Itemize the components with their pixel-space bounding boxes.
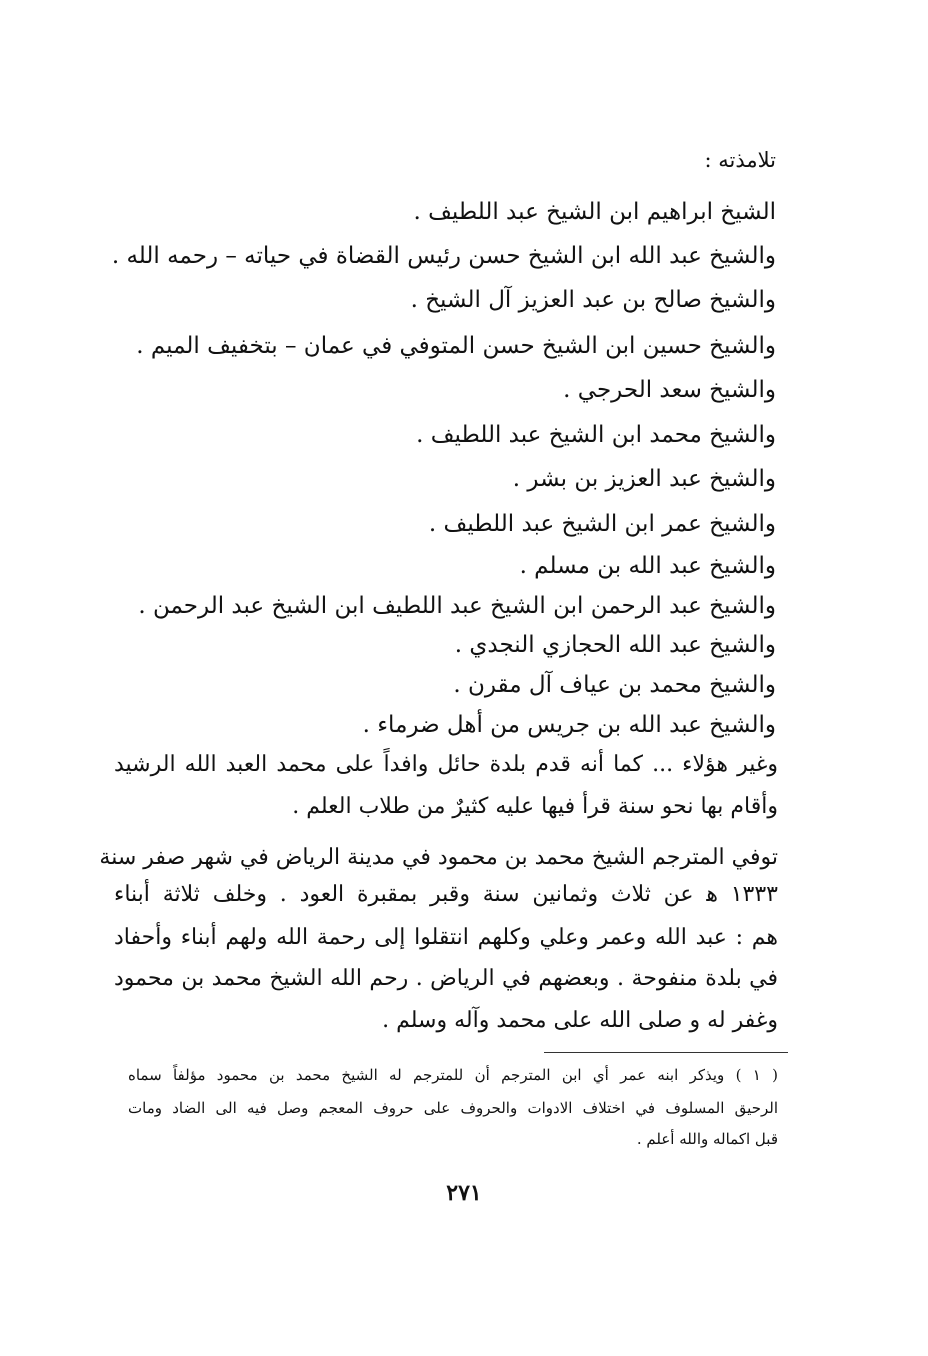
student-line: والشيخ محمد بن عياف آل مقرن . <box>453 672 776 698</box>
footnote-divider <box>544 1052 788 1053</box>
footnote-line: ( ١ ) ويذكر ابنه عمر أي ابن المترجم أن للمترجم له الشيخ محمد بن محمود مؤلفاً سماه <box>128 1066 778 1084</box>
footnote-line: الرحيق المسلوف في اختلاف الادوات والحروف على حروف المعجم وصل فيه الى الضاد ومات <box>128 1099 778 1117</box>
student-line: والشيخ عبد العزيز بن بشر . <box>512 466 776 492</box>
student-line: والشيخ عبد الله الحجازي النجدي . <box>454 632 776 658</box>
paragraph-line: وغفر له و صلى الله على محمد وآله وسلم . <box>382 1008 778 1033</box>
student-line: الشيخ ابراهيم ابن الشيخ عبد اللطيف . <box>413 199 776 225</box>
paragraph-line: توفي المترجم الشيخ محمد بن محمود في مدينة الرياض في شهر صفر سنة <box>99 845 778 870</box>
paragraph-line: ١٣٣٣ ﻫ عن ثلاث وثمانين سنة وقبر بمقبرة العود . وخلف ثلاثة أبناء <box>114 882 778 907</box>
page-number: ٢٧١ <box>446 1180 482 1206</box>
student-line: والشيخ عبد الله ابن الشيخ حسن رئيس القضاة في حياته – رحمه الله . <box>111 243 776 269</box>
paragraph-line: في بلدة منفوحة . وبعضهم في الرياض . رحم الله الشيخ محمد بن محمود <box>114 966 778 991</box>
paragraph-line: وأقام بها نحو سنة قرأ فيها عليه كثيرٌ من طلاب العلم . <box>292 794 778 819</box>
student-line: والشيخ محمد ابن الشيخ عبد اللطيف . <box>416 422 776 448</box>
student-line: والشيخ صالح بن عبد العزيز آل الشيخ . <box>410 287 776 313</box>
student-line: والشيخ سعد الحرجي . <box>563 377 776 403</box>
paragraph-line: هم : عبد الله وعمر وعلي وكلهم انتقلوا إلى رحمة الله ولهم أبناء وأحفاد <box>114 925 778 950</box>
paragraph-line: وغير هؤلاء ... كما أنه قدم بلدة حائل وافداً على محمد العبد الله الرشيد <box>114 752 778 777</box>
student-line: والشيخ حسين ابن الشيخ حسن المتوفي في عمان – بتخفيف الميم . <box>136 333 776 359</box>
students-heading: تلامذته : <box>704 148 776 172</box>
student-line: والشيخ عمر ابن الشيخ عبد اللطيف . <box>428 511 776 537</box>
footnote-line: قبل اكماله والله أعلم . <box>636 1130 778 1148</box>
student-line: والشيخ عبد الرحمن ابن الشيخ عبد اللطيف ابن الشيخ عبد الرحمن . <box>138 593 776 619</box>
student-line: والشيخ عبد الله بن مسلم . <box>519 553 776 579</box>
student-line: والشيخ عبد الله بن جريس من أهل ضرماء . <box>362 712 776 738</box>
